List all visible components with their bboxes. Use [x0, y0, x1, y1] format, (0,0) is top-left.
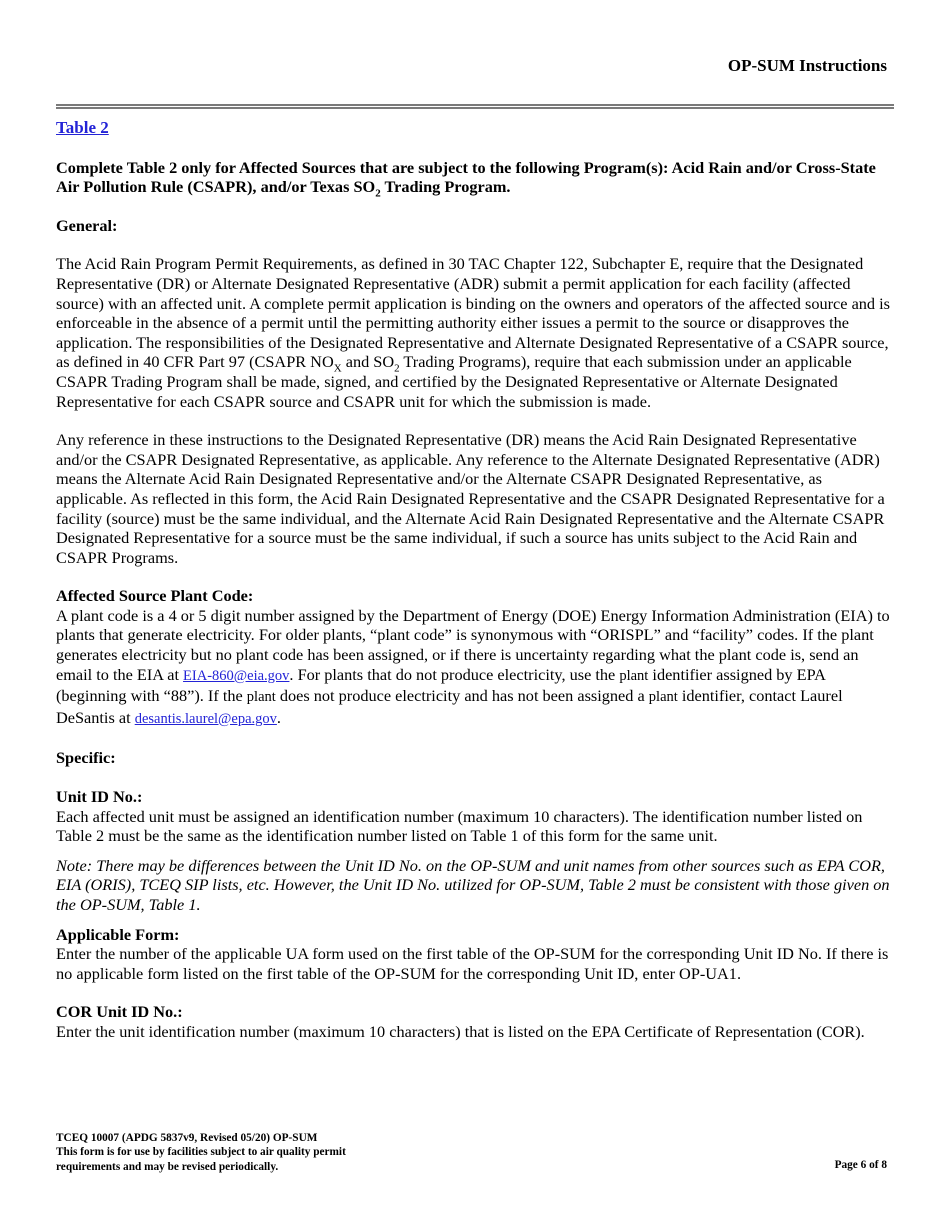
- plant-code-heading: Affected Source Plant Code:: [56, 586, 254, 606]
- applicable-form-paragraph: Enter the number of the applicable UA form used on the first table of the OP-SUM for the corresponding Unit ID No. If there is no applicable form listed on the first table of the OP-SUM for the corresponding Unit ID, enter OP-UA1.: [56, 944, 889, 983]
- general-paragraph-1: The Acid Rain Program Permit Requirements, as defined in 30 TAC Chapter 122, Subchapter E, require that the Designated Representative (DR) or Alternate Designated Representative (ADR) submit a permit application for each facility (affected source) with an affected unit. A complete permit application is binding on the owners and operators of the affected source and is enforceable in the absence of a permit until the permitting authority either issues a permit to the source or disapproves the application. The responsibilities of the Designated Representative and Alternate Designated Representative of a CSAPR source, as defined in 40 CFR Part 97 (CSAPR $NO_X$ and $SO_2$ Trading Programs), require that each submission under an applicable CSAPR Trading Program shall be made, signed, and certified by the Designated Representative or Alternate Designated Representative for each CSAPR source and CSAPR unit for which the submission is made.: [56, 254, 891, 411]
- footer-line-1: TCEQ 10007 (APDG 5837v9, Revised 05/20) OP-SUM: [56, 1132, 318, 1144]
- table-2-link[interactable]: Table 2: [56, 118, 109, 137]
- header-title: OP-SUM Instructions: [727, 56, 887, 75]
- page-number: Page 6 of 8: [834, 1159, 887, 1171]
- cor-unit-paragraph: Enter the unit identification number (maximum 10 characters) that is listed on the EPA Certificate of Representation (COR).: [56, 1021, 865, 1041]
- unit-id-paragraph: Each affected unit must be assigned an identification number (maximum 10 characters). The identification number listed on Table 2 must be the same as the identification number listed on Table 1 of this form for the same unit.: [56, 806, 863, 846]
- document-body: [56, 118, 894, 1042]
- unit-id-heading: Unit ID No.:: [56, 787, 143, 807]
- cor-unit-heading: COR Unit ID No.:: [56, 1002, 183, 1022]
- general-heading: General:: [56, 215, 118, 235]
- plant-code-paragraph: A plant code is a 4 or 5 digit number assigned by the Department of Energy (DOE) Energy Information Administration (EIA) to plants that generate electricity. For older plants, “plant code” is synonymous with “ORISPL” and “facility” codes. If the plant generates electricity but no plant code has been assigned, or if there is uncertainty regarding what the plant code is, send an email to the EIA at EIA-860@eia.gov. For plants that do not produce electricity, use the plant identifier assigned by EPA (beginning with “88”). If the plant does not produce electricity and has not been assigned a plant identifier, contact Laurel DeSantis at desantis.laurel@epa.gov.: [56, 605, 890, 727]
- epa-email-link[interactable]: desantis.laurel@epa.gov: [134, 710, 277, 727]
- footer-line-2: This form is for use by facilities subject to air quality permit: [56, 1146, 346, 1159]
- eia-email-link[interactable]: EIA-860@eia.gov: [183, 667, 290, 684]
- header-divider: [56, 104, 894, 109]
- unit-id-note: Note: There may be differences between the Unit ID No. on the OP-SUM and unit names from other sources such as EPA COR, EIA (ORIS), TCEQ SIP lists, etc. However, the Unit ID No. utilized for OP-SUM, Table 2 must be consistent with those given on the OP-SUM, Table 1.: [56, 855, 890, 914]
- specific-heading: Specific:: [56, 748, 116, 768]
- general-paragraph-2: Any reference in these instructions to the Designated Representative (DR) means the Acid Rain Designated Representative and/or the CSAPR Designated Representative, as applicable. Any reference to the Alternate Designated Representative (ADR) means the Alternate Acid Rain Designated Representative and/or the Alternate CSAPR Designated Representative, as applicable. As reflected in this form, the Acid Rain Designated Representative and the CSAPR Designated Representative for a facility (source) must be the same individual, and the Alternate Acid Rain Designated Representative and the Alternate CSAPR Designated Representative for a source must be the same individual, if such a source has units subject to the Acid Rain and CSAPR Programs.: [56, 430, 885, 567]
- footer-form-info: [56, 1131, 346, 1174]
- intro-text: Complete Table 2 only for Affected Sources that are subject to the following Program(s): Acid Rain and/or Cross-State Air Pollution Rule (CSAPR), and/or Texas $SO_2$ Trading Program.: [56, 157, 876, 200]
- footer-line-3: requirements and may be revised periodically.: [56, 1160, 279, 1173]
- applicable-form-heading: Applicable Form:: [56, 924, 180, 944]
